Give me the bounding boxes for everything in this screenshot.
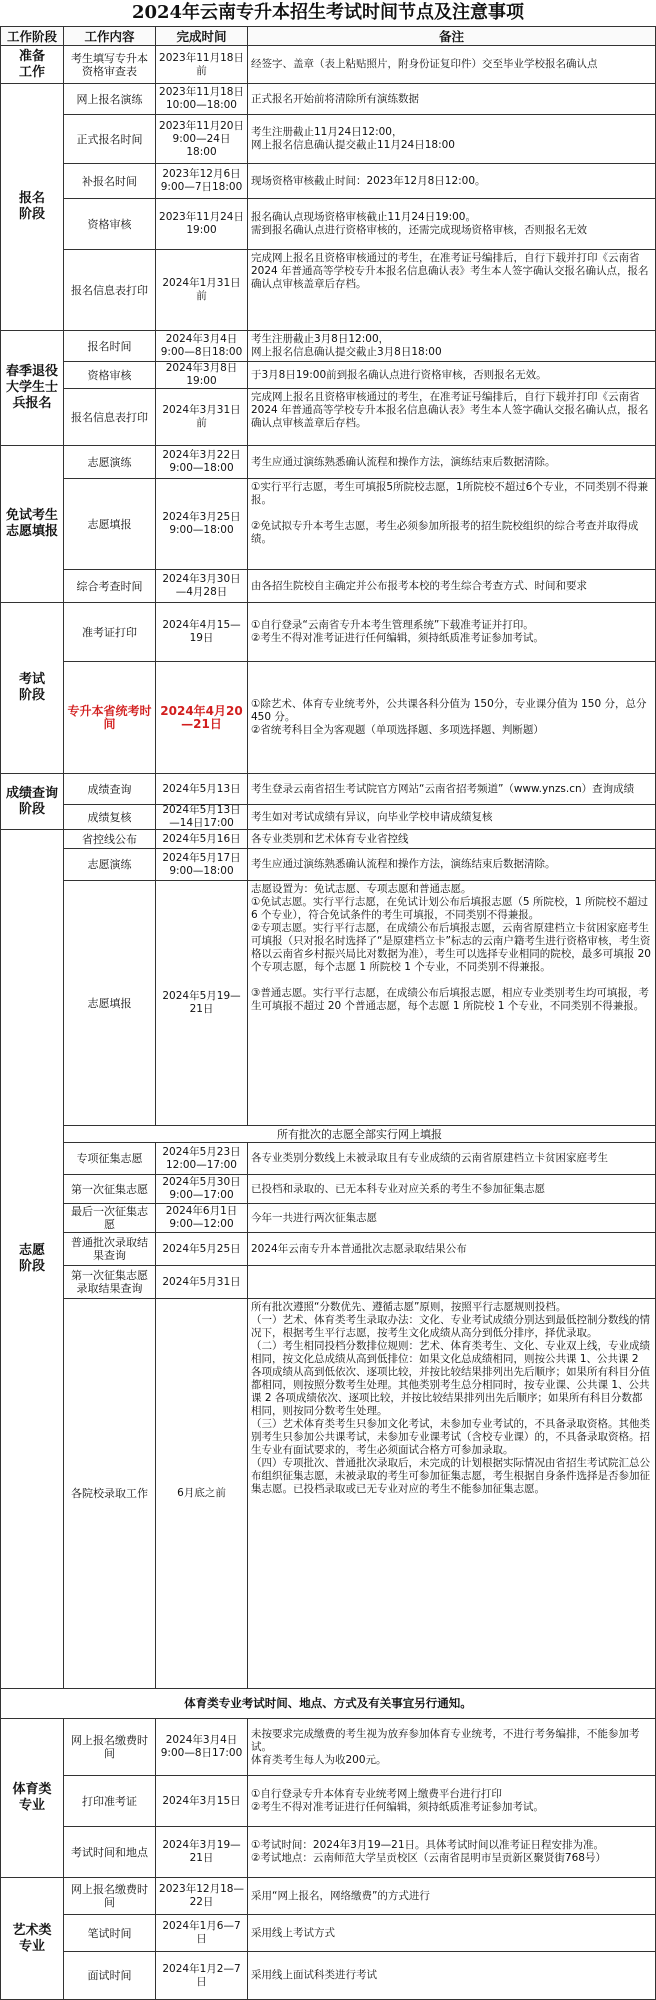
time-cell: 2024年5月25日 bbox=[155, 1232, 248, 1266]
note-cell: 志愿设置为：免试志愿、专项志愿和普通志愿。 ①免试志愿。实行平行志愿，在免试计划公布后填报志愿（5 所院校，1 所院校不超过 6 个专业），符合免试条件的考生可填报，不同类别不得兼报。 ②专项志愿。实行平行志愿，在成绩公布后填报志愿，云南省原建档立卡贫困家庭考生可填报（只对报名时选择了“是原建档立卡”标志的云南户籍考生进行资格审核，考生资格以云南省乡村振兴局比对数据为准），考生可以选择专业相同的院校，最多可填报 20 个专项志愿，每个志愿 1 所院校 1 个专业，不同类别不得兼报。 ③普通志愿。实行平行志愿，在成绩公布后填报志愿，相应专业类别考生均可填报，考生可填报不超过 20 个普通志愿，每个志愿 1 所院校 1 个专业，不同类别不得兼报。 bbox=[247, 880, 656, 1126]
note-cell: 2024年云南专升本普通批次志愿录取结果公布 bbox=[247, 1232, 656, 1266]
time-cell: 2024年3月25日 9:00—18:00 bbox=[155, 478, 248, 570]
note-cell: 已投档和录取的、已无本科专业对应关系的考生不参加征集志愿 bbox=[247, 1174, 656, 1204]
time-cell: 2024年5月30日9:00—17:00 bbox=[155, 1174, 248, 1204]
note-cell: 所有批次遵照“分数优先、遵循志愿”原则，按照平行志愿规则投档。 （一）艺术、体育类考生录取办法：文化、专业考试成绩分别达到最低控制分数线的情况下，根据考生平行志愿，按考生文化成绩从高分到低分排序，择优录取。 （二）考生相同投档分数排位规则：艺术、体育类考生、文化、专业双上线，专业成绩相同，按文化总成绩从高到低排位：如果文化总成绩相同，则按公共课 1、公共课 2 各项成绩从高到低依次、逐项比较，并按比较结果排列出先后顺序；如果所有科目分值都相同，则按照分数考生处理。其他类别考生总分相同时，按专业课、公共课 1、公共课 2 各项成绩依次、逐项比较，并按比较结果排列出先后顺序；如果所有科目分数都相同，则按同分数考生处理。 （三）艺术体育类考生只参加文化考试，未参加专业考试的，不具备录取资格。其他类别考生只参加公共课考试，未参加专业课考试（含校专业课）的，不具备录取资格。招生专业有面试要求的，考生必须面试合格方可参加录取。 （四）专项批次、普通批次录取后，未完成的计划根据实际情况由省招生考试院汇总公布组织征集志愿，未被录取的考生可参加征集志愿，考生根据自身条件选择是否参加征集志愿。已投档录取或已无专业对应的考生不能参加征集志愿。 bbox=[247, 1298, 656, 1689]
time-cell: 2024年3月19—21日 bbox=[155, 1826, 248, 1878]
item-cell: 笔试时间 bbox=[63, 1914, 156, 1952]
item-cell: 报名时间 bbox=[63, 330, 156, 362]
note-cell: 考生如对考试成绩有异议，向毕业学校申请成绩复核 bbox=[247, 804, 656, 830]
item-cell: 志愿填报 bbox=[63, 478, 156, 570]
time-cell: 2024年3月4日 9:00—8日17:00 bbox=[155, 1718, 248, 1776]
item-cell: 网上报名缴费时间 bbox=[63, 1877, 156, 1915]
time-cell: 2023年11月18日 10:00—18:00 bbox=[155, 83, 248, 115]
note-cell: 考生登录云南省招生考试院官方网站“云南省招考频道”（www.ynzs.cn）查询成绩 bbox=[247, 773, 656, 805]
note-cell: 经签字、盖章（表上粘贴照片，附身份证复印件）交至毕业学校报名确认点 bbox=[247, 45, 656, 84]
item-cell: 第一次征集志愿 bbox=[63, 1174, 156, 1204]
time-cell: 2024年5月17日 9:00—18:00 bbox=[155, 848, 248, 881]
item-cell: 面试时间 bbox=[63, 1951, 156, 2000]
time-cell: 2024年1月6—7日 bbox=[155, 1914, 248, 1952]
item-cell: 专升本省统考时间 bbox=[63, 661, 156, 774]
item-cell: 资格审核 bbox=[63, 198, 156, 250]
note-cell: 今年一共进行两次征集志愿 bbox=[247, 1203, 656, 1233]
item-cell: 最后一次征集志愿 bbox=[63, 1203, 156, 1233]
item-cell: 打印准考证 bbox=[63, 1775, 156, 1827]
note-cell: 考生注册截止3月8日12:00， 网上报名信息确认提交截止3月8日18:00 bbox=[247, 330, 656, 362]
note-cell: 考生应通过演练熟悉确认流程和操作方法，演练结束后数据清除。 bbox=[247, 445, 656, 479]
time-cell: 2024年3月4日 9:00—8日18:00 bbox=[155, 330, 248, 362]
header-item: 工作内容 bbox=[63, 26, 156, 46]
stage-exempt: 免试考生 志愿填报 bbox=[0, 445, 64, 603]
time-cell: 2024年6月1日9:00—12:00 bbox=[155, 1203, 248, 1233]
item-cell: 成绩复核 bbox=[63, 804, 156, 830]
time-cell: 2024年5月13日 bbox=[155, 773, 248, 805]
time-cell: 2023年12月18—22日 bbox=[155, 1877, 248, 1915]
note-cell: 各专业类别和艺术体育专业省控线 bbox=[247, 829, 656, 849]
note-cell: 各专业类别分数线上未被录取且有专业成绩的云南省原建档立卡贫困家庭考生 bbox=[247, 1142, 656, 1175]
item-cell: 考生填写专升本资格审查表 bbox=[63, 45, 156, 84]
time-cell: 2024年3月31日前 bbox=[155, 388, 248, 446]
time-cell: 2024年1月31日前 bbox=[155, 249, 248, 331]
note-cell: 报名确认点现场资格审核截止11月24日19:00。 需到报名确认点进行资格审核的，还需完成现场资格审核，否则报名无效 bbox=[247, 198, 656, 250]
item-cell: 考试时间和地点 bbox=[63, 1826, 156, 1878]
item-cell: 补报名时间 bbox=[63, 163, 156, 199]
note-cell: 采用线上面试科类进行考试 bbox=[247, 1951, 656, 2000]
note-cell: 现场资格审核截止时间：2023年12月8日12:00。 bbox=[247, 163, 656, 199]
time-cell: 2024年3月15日 bbox=[155, 1775, 248, 1827]
note-cell: 正式报名开始前将清除所有演练数据 bbox=[247, 83, 656, 115]
header-time: 完成时间 bbox=[155, 26, 248, 46]
note-cell: ①自行登录“云南省专升本考生管理系统”下载准考证并打印。 ②考生不得对准考证进行任何编辑，须持纸质准考证参加考试。 bbox=[247, 602, 656, 662]
time-cell: 2024年4月15—19日 bbox=[155, 602, 248, 662]
item-cell: 正式报名时间 bbox=[63, 114, 156, 164]
item-cell: 第一次征集志愿录取结果查询 bbox=[63, 1265, 156, 1299]
note-cell: 未按要求完成缴费的考生视为放弃参加体育专业统考，不进行考务编排，不能参加考试。 体育类考生每人为收200元。 bbox=[247, 1718, 656, 1776]
item-cell: 志愿演练 bbox=[63, 848, 156, 881]
time-cell: 2023年11月24日 19:00 bbox=[155, 198, 248, 250]
time-cell: 2024年5月16日 bbox=[155, 829, 248, 849]
time-cell: 2023年12月6日 9:00—7日18:00 bbox=[155, 163, 248, 199]
stage-sports: 体育类 专业 bbox=[0, 1718, 64, 1878]
item-cell: 资格审核 bbox=[63, 361, 156, 389]
note-cell: 于3月8日19:00前到报名确认点进行资格审核，否则报名无效。 bbox=[247, 361, 656, 389]
time-cell: 2024年1月2—7日 bbox=[155, 1951, 248, 2000]
page-title: 2024年云南专升本招生考试时间节点及注意事项 bbox=[131, 2, 525, 23]
item-cell: 志愿填报 bbox=[63, 880, 156, 1126]
note-cell: ①自行登录专升本体育专业统考网上缴费平台进行打印 ②考生不得对准考证进行任何编辑，须持纸质准考证参加考试。 bbox=[247, 1775, 656, 1827]
note-cell: 考生应通过演练熟悉确认流程和操作方法，演练结束后数据清除。 bbox=[247, 848, 656, 881]
note-cell bbox=[247, 1265, 656, 1299]
stage-volunteer: 志愿 阶段 bbox=[0, 829, 64, 1689]
stage-exam: 考试 阶段 bbox=[0, 602, 64, 774]
item-cell: 志愿演练 bbox=[63, 445, 156, 479]
sports-art-notice: 体育类专业考试时间、地点、方式及有关事宜另行通知。 bbox=[0, 1688, 656, 1719]
time-cell: 2023年11月20日 9:00—24日18:00 bbox=[155, 114, 248, 164]
time-cell: 6月底之前 bbox=[155, 1298, 248, 1689]
note-cell: 考生注册截止11月24日12:00， 网上报名信息确认提交截止11月24日18:00 bbox=[247, 114, 656, 164]
time-cell: 2024年3月30日—4月28日 bbox=[155, 569, 248, 603]
item-cell: 专项征集志愿 bbox=[63, 1142, 156, 1175]
merged-all-batches: 所有批次的志愿全部实行网上填报 bbox=[63, 1125, 656, 1143]
time-cell: 2024年3月22日 9:00—18:00 bbox=[155, 445, 248, 479]
stage-prep: 准备 工作 bbox=[0, 45, 64, 84]
stage-art: 艺术类 专业 bbox=[0, 1877, 64, 2000]
note-cell: ①除艺术、体育专业统考外，公共课各科分值为 150分，专业课分值为 150 分，总分 450 分。 ②省统考科目全为客观题（单项选择题、多项选择题、判断题） bbox=[247, 661, 656, 774]
stage-veteran: 春季退役 大学生士 兵报名 bbox=[0, 330, 64, 446]
item-cell: 网上报名缴费时间 bbox=[63, 1718, 156, 1776]
item-cell: 综合考查时间 bbox=[63, 569, 156, 603]
stage-signup: 报名 阶段 bbox=[0, 83, 64, 331]
header-note: 备注 bbox=[247, 26, 656, 46]
item-cell: 成绩查询 bbox=[63, 773, 156, 805]
time-cell: 2024年3月8日19:00 bbox=[155, 361, 248, 389]
time-cell: 2024年5月13日—14日17:00 bbox=[155, 804, 248, 830]
item-cell: 报名信息表打印 bbox=[63, 388, 156, 446]
item-cell: 省控线公布 bbox=[63, 829, 156, 849]
note-cell: 完成网上报名且资格审核通过的考生，在准考证号编排后，自行下载并打印《云南省 2024 年普通高等学校专升本报名信息确认表》考生本人签字确认交报名确认点，报名确认点审核盖章后存档。 bbox=[247, 249, 656, 331]
item-cell: 普通批次录取结果查询 bbox=[63, 1232, 156, 1266]
time-cell: 2024年5月23日 12:00—17:00 bbox=[155, 1142, 248, 1175]
item-cell: 报名信息表打印 bbox=[63, 249, 156, 331]
note-cell: 采用线上考试方式 bbox=[247, 1914, 656, 1952]
item-cell: 准考证打印 bbox=[63, 602, 156, 662]
note-cell: ①考试时间：2024年3月19—21日。具体考试时间以准考证日程安排为准。 ②考试地点：云南师范大学呈贡校区（云南省昆明市呈贡新区聚贤街768号） bbox=[247, 1826, 656, 1878]
time-cell: 2024年4月20—21日 bbox=[155, 661, 248, 774]
note-cell: 由各招生院校自主确定并公布报考本校的考生综合考查方式、时间和要求 bbox=[247, 569, 656, 603]
item-cell: 各院校录取工作 bbox=[63, 1298, 156, 1689]
note-cell: 采用“网上报名，网络缴费”的方式进行 bbox=[247, 1877, 656, 1915]
time-cell: 2023年11月18日前 bbox=[155, 45, 248, 84]
time-cell: 2024年5月31日 bbox=[155, 1265, 248, 1299]
stage-score: 成绩查询 阶段 bbox=[0, 773, 64, 830]
note-cell: ①实行平行志愿，考生可填报5所院校志愿，1所院校不超过6个专业，不同类别不得兼报。 ②免试拟专升本考生志愿，考生必须参加所报考的招生院校组织的综合考查并取得成绩。 bbox=[247, 478, 656, 570]
header-stage: 工作阶段 bbox=[0, 26, 64, 46]
time-cell: 2024年5月19—21日 bbox=[155, 880, 248, 1126]
item-cell: 网上报名演练 bbox=[63, 83, 156, 115]
note-cell: 完成网上报名且资格审核通过的考生，在准考证号编排后，自行下载并打印《云南省 2024 年普通高等学校专升本报名信息确认表》考生本人签字确认交报名确认点，报名确认点审核盖章后存档。 bbox=[247, 388, 656, 446]
